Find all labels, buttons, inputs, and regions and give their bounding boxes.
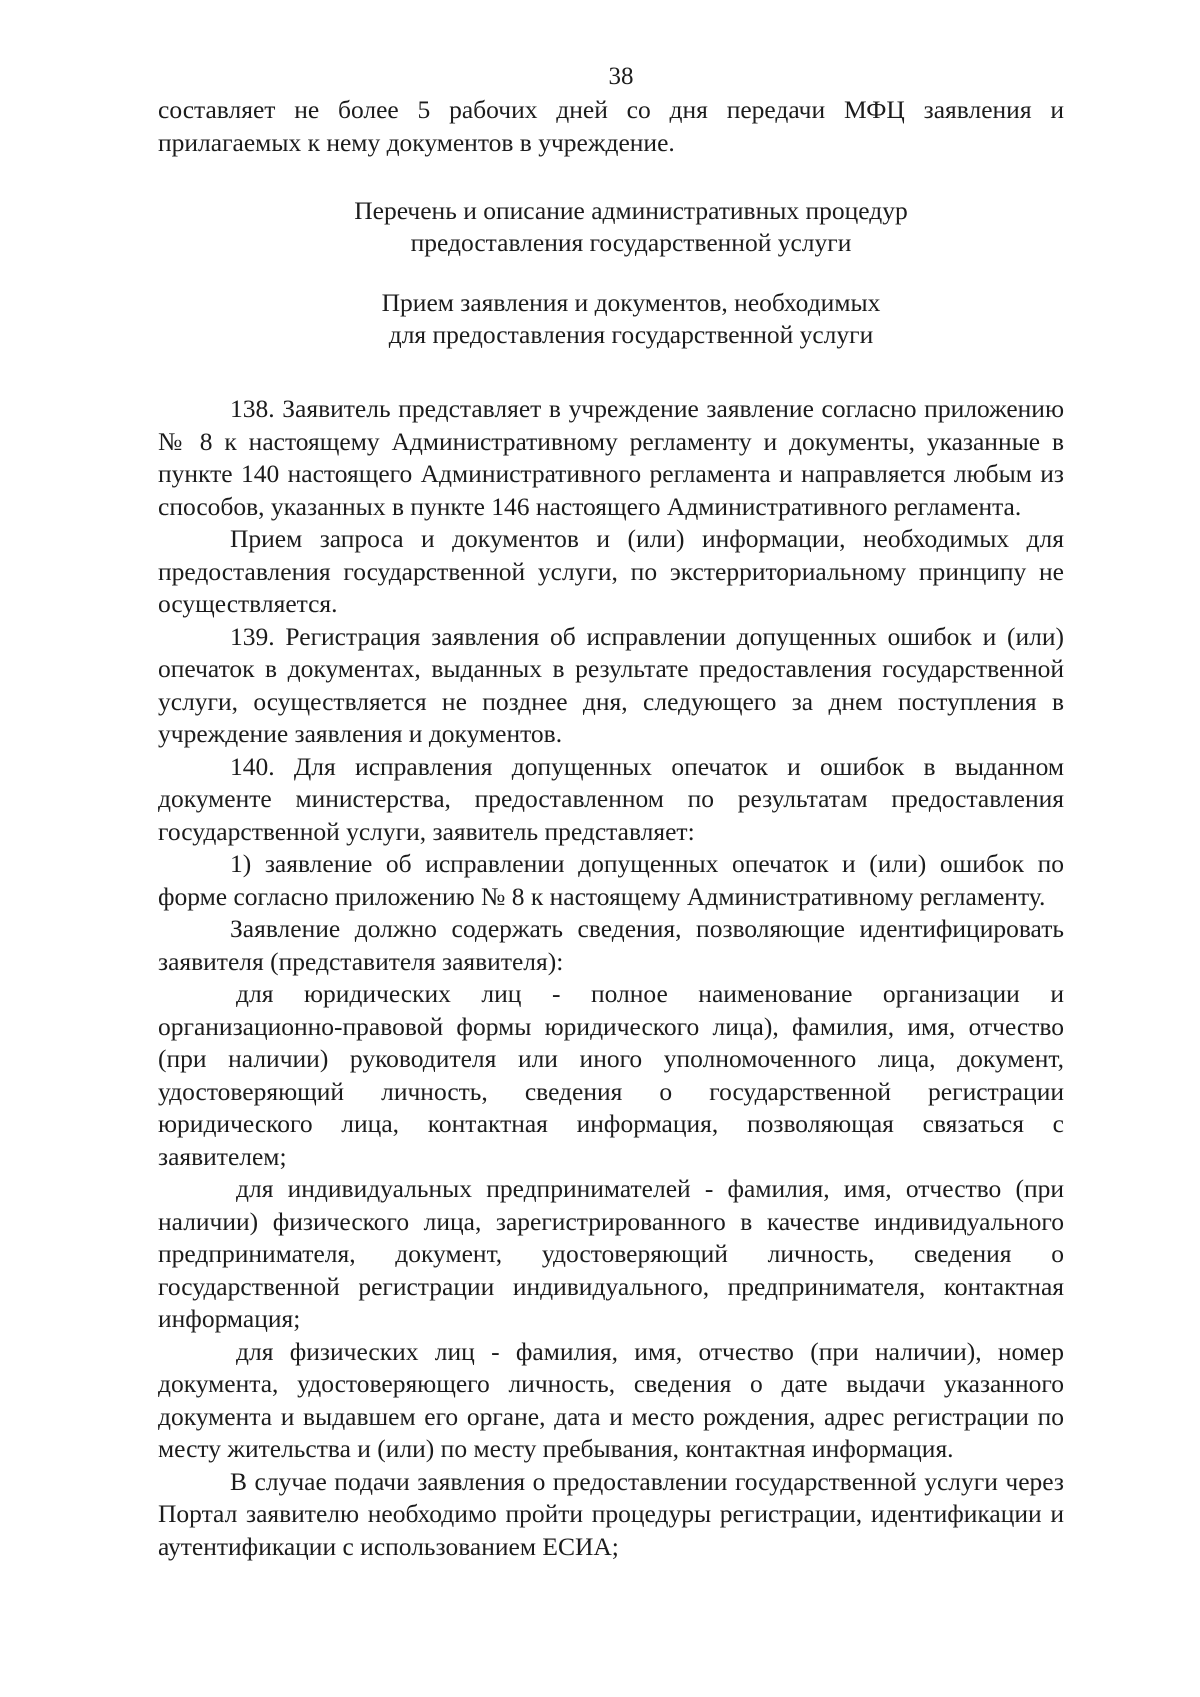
paragraph-individuals: для физических лиц - фамилия, имя, отчество (при наличии), номер документа, удостоверяющего личность, сведения о дате выдачи указанного документа и выдавшем его органе, дата и место рождения, адрес регистрации по месту жительства и (или) по месту пребывания, контактная информация. <box>158 1336 1064 1463</box>
paragraph-application-contents: Заявление должно содержать сведения, позволяющие идентифицировать заявителя (представителя заявителя): <box>158 914 1064 976</box>
section-heading-reception <box>158 287 1064 351</box>
heading-line: Перечень и описание административных процедур <box>354 196 908 225</box>
heading-line: для предоставления государственной услуги <box>388 320 874 349</box>
paragraph-reception-extraterritorial: Прием запроса и документов и (или) информации, необходимых для предоставления государственной услуги, по экстерриториальному принципу не осуществляется. <box>158 524 1064 618</box>
section-heading-procedures <box>158 195 1064 259</box>
paragraph-140: 140. Для исправления допущенных опечаток и ошибок в выданном документе министерства, предоставленном по результатам предоставления государственной услуги, заявитель представляет: <box>158 751 1064 846</box>
paragraph-portal: В случае подачи заявления о предоставлении государственной услуги через Портал заявителю необходимо пройти процедуры регистрации, идентификации и аутентификации с использованием ЕСИА; <box>158 1466 1064 1561</box>
heading-line: предоставления государственной услуги <box>410 228 852 257</box>
paragraph-entrepreneurs: для индивидуальных предпринимателей - фамилия, имя, отчество (при наличии) физического лица, зарегистрированного в качестве индивидуального предпринимателя, документ, удостоверяющий личность, сведения о государственной регистрации индивидуального, предпринимателя, контактная информация; <box>158 1174 1064 1333</box>
heading-line: Прием заявления и документов, необходимых <box>381 288 881 317</box>
paragraph-legal-entities: для юридических лиц - полное наименование организации и организационно-правовой формы юридического лица), фамилия, имя, отчество (при наличии) руководителя или иного уполномоченного лица, документ, удостоверяющий личность, сведения о государственной регистрации юридического лица, контактная информация, позволяющая связаться с заявителем; <box>158 979 1064 1171</box>
paragraph-140-item-1: 1) заявление об исправлении допущенных опечаток и (или) ошибок по форме согласно приложению № 8 к настоящему Административному регламенту. <box>158 849 1064 911</box>
intro-paragraph: составляет не более 5 рабочих дней со дня передачи МФЦ заявления и прилагаемых к нему документов в учреждение. <box>158 95 1064 157</box>
paragraph-139: 139. Регистрация заявления об исправлении допущенных ошибок и (или) опечаток в документах, выданных в результате предоставления государственной услуги, осуществляется не позднее дня, следующего за днем поступления в учреждение заявления и документов. <box>158 621 1064 748</box>
page-number: 38 <box>608 63 634 90</box>
paragraph-138: 138. Заявитель представляет в учреждение заявление согласно приложению № 8 к настоящему Административному регламенту и документы, указанные в пункте 140 настоящего Административного регламента и направляется любым из способов, указанных в пункте 146 настоящего Административного регламента. <box>158 394 1064 521</box>
